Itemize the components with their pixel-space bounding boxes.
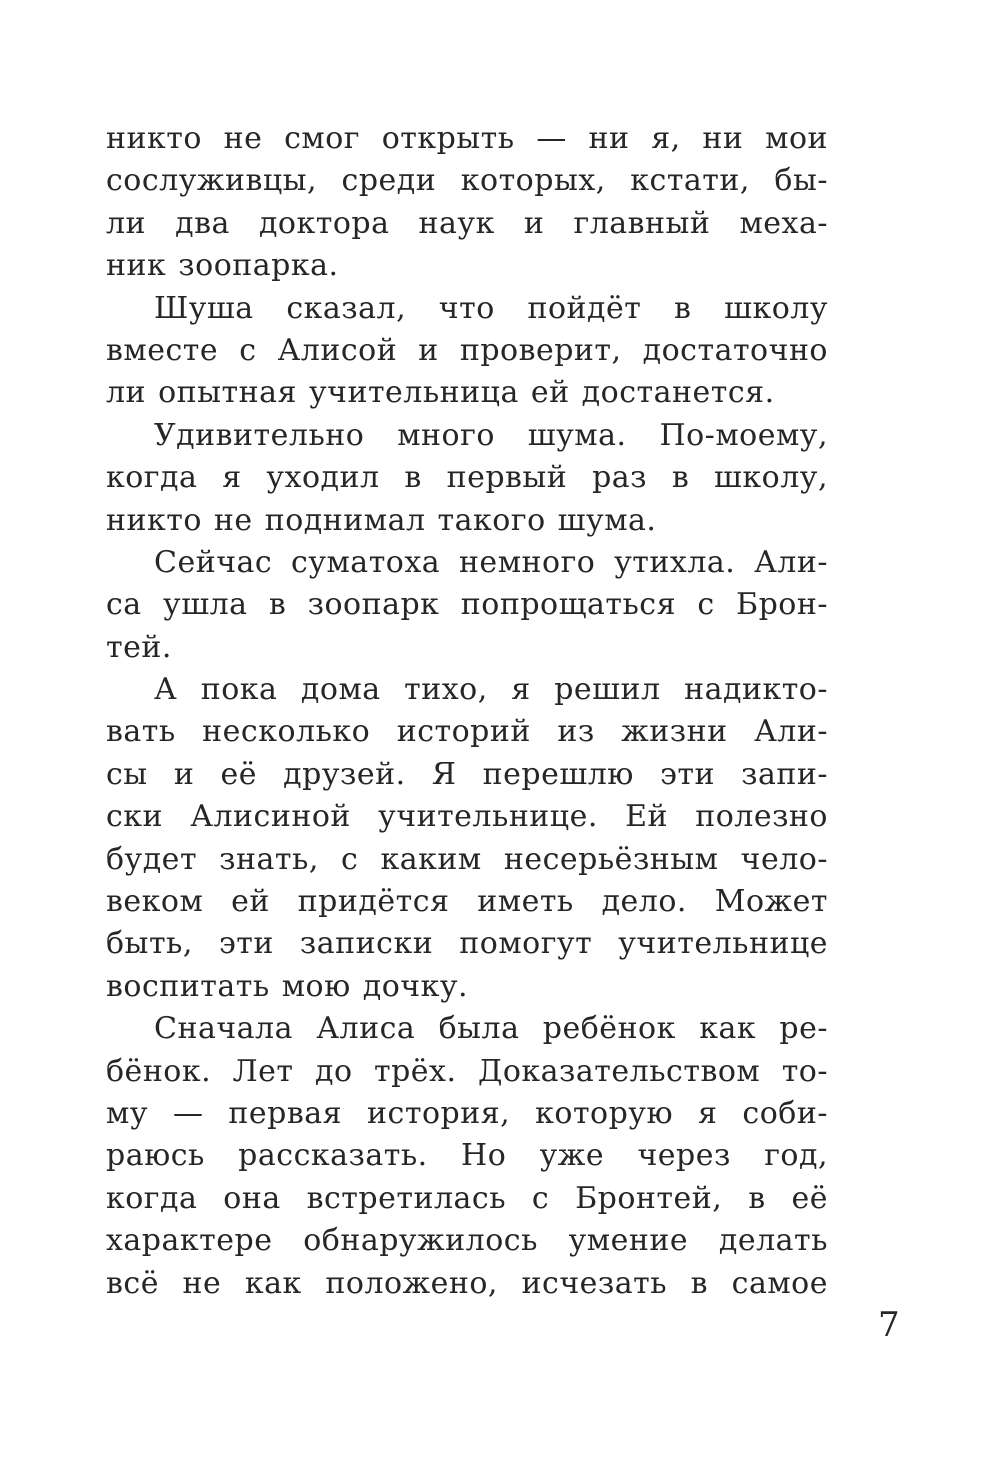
text-line: Сначала Алиса была ребёнок как ре- — [154, 1011, 828, 1047]
paragraph — [106, 542, 828, 669]
body-text — [106, 118, 828, 1305]
text-line: характере обнаружилось умение делать — [106, 1223, 828, 1259]
page-number: 7 — [878, 1305, 900, 1345]
text-line: всё не как положено, исчезать в самое — [106, 1265, 828, 1301]
text-line: ли опытная учительница ей достанется. — [106, 375, 775, 411]
paragraph — [106, 415, 828, 542]
text-line: му — первая история, которую я соби- — [106, 1095, 828, 1131]
text-line: сослуживцы, среди которых, кстати, бы- — [106, 163, 828, 199]
text-line: са ушла в зоопарк попрощаться с Брон- — [106, 587, 828, 623]
text-line: бёнок. Лет до трёх. Доказательством то- — [106, 1053, 828, 1089]
text-line: будет знать, с каким несерьёзным чело- — [106, 841, 828, 877]
text-line: Шуша сказал, что пойдёт в школу — [154, 290, 828, 326]
text-line: раюсь рассказать. Но уже через год, — [106, 1138, 828, 1174]
text-line: когда я уходил в первый раз в школу, — [106, 460, 828, 496]
text-line: ски Алисиной учительнице. Ей полезно — [106, 799, 828, 835]
text-line: никто не смог открыть — ни я, ни мои — [106, 121, 828, 156]
paragraph — [106, 669, 828, 1008]
text-line: сы и её друзей. Я перешлю эти запи- — [106, 756, 828, 792]
text-line: Удивительно много шума. По-моему, — [154, 417, 828, 453]
text-line: воспитать мою дочку. — [106, 968, 469, 1004]
text-line: вать несколько историй из жизни Али- — [106, 714, 828, 750]
text-line: быть, эти записки помогут учительнице — [106, 926, 828, 962]
text-line: тей. — [106, 629, 172, 665]
text-line: веком ей придётся иметь дело. Может — [106, 884, 828, 920]
text-line: вместе с Алисой и проверит, достаточно — [106, 332, 828, 368]
text-line: ли два доктора наук и главный меха- — [106, 205, 828, 241]
paragraph — [106, 118, 828, 288]
text-line: никто не поднимал такого шума. — [106, 502, 657, 538]
paragraph — [106, 1008, 828, 1305]
text-line: А пока дома тихо, я решил надикто- — [154, 672, 828, 708]
text-line: когда она встретилась с Бронтей, в её — [106, 1180, 828, 1216]
paragraph — [106, 288, 828, 415]
text-line: ник зоопарка. — [106, 248, 339, 284]
text-line: Сейчас суматоха немного утихла. Али- — [154, 544, 828, 580]
